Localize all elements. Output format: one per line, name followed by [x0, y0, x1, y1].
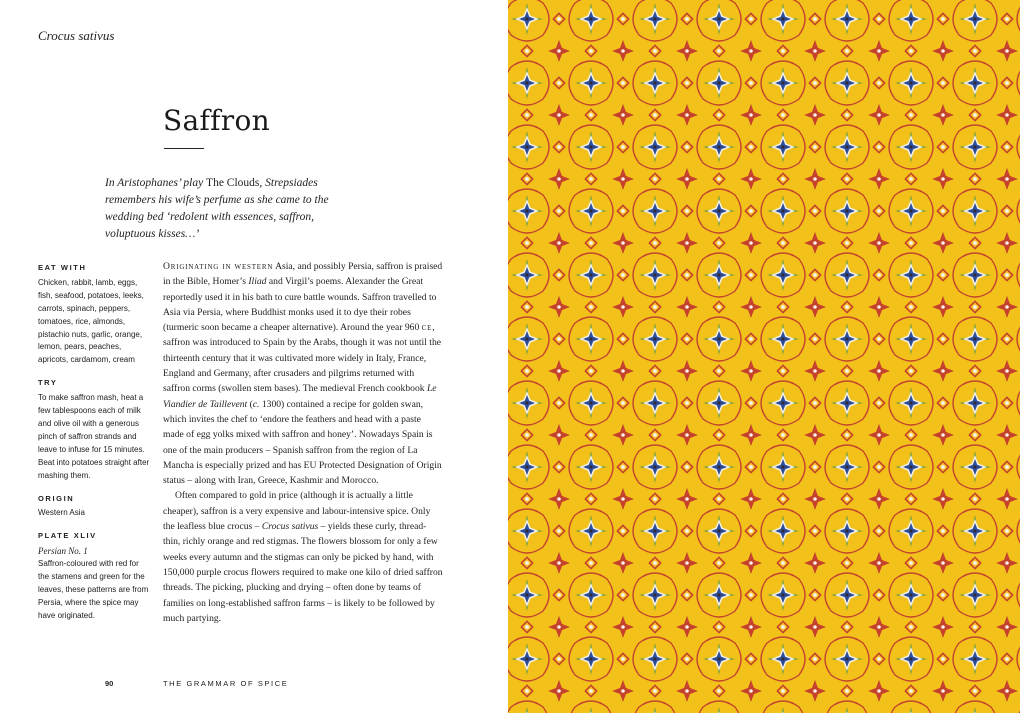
sidebar	[38, 262, 150, 633]
running-head: Crocus sativus	[38, 28, 115, 43]
epigraph-text-2: , Strepsiades remembers his wife’s perfume as she came to the wedding bed ‘redolent with essences, saffron, voluptuous kisses…’	[105, 177, 329, 240]
plate-subhead: Persian No. 1	[38, 546, 88, 557]
page-number: 90	[105, 679, 114, 688]
sidebar-plate	[38, 530, 150, 622]
eat-with-label: EAT WITH	[38, 263, 87, 272]
sidebar-eat-with	[38, 262, 150, 367]
book-title-footer: THE GRAMMAR OF SPICE	[163, 679, 289, 688]
plate-text: Saffron-coloured with red for the stamens and green for the leaves, these patterns are from Persia, where the spice may have originated.	[38, 559, 149, 620]
body-text-span: 1300) contained a recipe for golden swan, which invites the chef to ‘endore the feathers and head with a paste made of egg yolks mixed with saffron and honey’. Nowadays Spain is one of the main producers – Spanish saffron from the region of La Mancha is especially prized and has EU Protected Designation of Origin status – along with Iran, Greece, Kashmir and Morocco.	[163, 398, 442, 487]
body-text-span: (	[247, 398, 253, 410]
try-text: To make saffron mash, heat a few tablespoons each of milk and olive oil with a generous pinch of saffron strands and leave to infuse for 15 minutes. Beat into potatoes straight after mashing them.	[38, 393, 150, 480]
iliad-title: Iliad	[248, 276, 267, 288]
epigraph-play-title: The Clouds	[206, 177, 260, 189]
left-page	[0, 0, 508, 713]
plate-label: PLATE XLIV	[38, 531, 97, 541]
eat-with-text: Chicken, rabbit, lamb, eggs, fish, seafood, potatoes, leeks, carrots, spinach, peppers, tomatoes, rice, almonds, pistachio nuts, garlic, orange, lemon, pears, peaches, apricots, cardamom, cream	[38, 277, 144, 365]
species-name: Crocus sativus	[261, 521, 319, 533]
pattern-plate	[508, 0, 1020, 713]
lead-in: Originating in western	[163, 261, 274, 272]
cookbook-title: Le Viandier de Taillevent	[163, 383, 437, 410]
body-paragraph-2	[163, 488, 443, 626]
body-text-span: , saffron was introduced to Spain by the Arabs, though it was not until the thirteenth century that it was cultivated more widely in Italy, France, England and Germany, after crusaders and pilgrims returned with saffron corms (swollen stem bases). The medieval French cookbook	[163, 322, 442, 395]
body-text-span: – yields these curly, thread-thin, richly orange and red stigmas. The flowers blossom for only a few weeks every autumn and the stigmas can only be picked by hand, with 150,000 purple crocus flowers required to make one kilo of dried saffron threads. The picking, plucking and drying – often done by teams of families on long-established saffron farms – is likely to be followed by much partying.	[163, 521, 443, 624]
body-text-span: Asia, and possibly Persia, saffron is praised in the Bible, Homer’s	[163, 261, 443, 288]
origin-text: Western Asia	[38, 508, 85, 518]
circa-abbreviation: c.	[252, 398, 260, 410]
body-text-span: and Virgil’s poems. Alexander the Great reportedly used it in his bath to cure battle wounds. Saffron travelled to Asia via Persia, where Buddhist monks used it to dye their robes (turmeric soon became a cheaper alternative). Around the year 960	[163, 276, 437, 334]
body-text-span: Often compared to gold in price (although it is actually a little cheaper), saffron is a very expensive and labour-intensive spice. Only the leafless blue crocus –	[163, 490, 431, 533]
epigraph	[105, 175, 367, 243]
era-abbreviation: ce	[421, 322, 433, 334]
origin-label: ORIGIN	[38, 493, 75, 503]
epigraph-text-1: In Aristophanes’ play	[105, 177, 207, 189]
body-paragraph-1	[163, 259, 443, 488]
page-title: Saffron	[163, 104, 270, 137]
try-label: TRY	[38, 378, 58, 388]
pattern-fill	[508, 0, 1020, 713]
sidebar-try	[38, 377, 150, 482]
sidebar-origin	[38, 493, 150, 521]
body-text	[163, 259, 443, 626]
title-rule	[164, 148, 204, 149]
persian-pattern	[508, 0, 1020, 713]
